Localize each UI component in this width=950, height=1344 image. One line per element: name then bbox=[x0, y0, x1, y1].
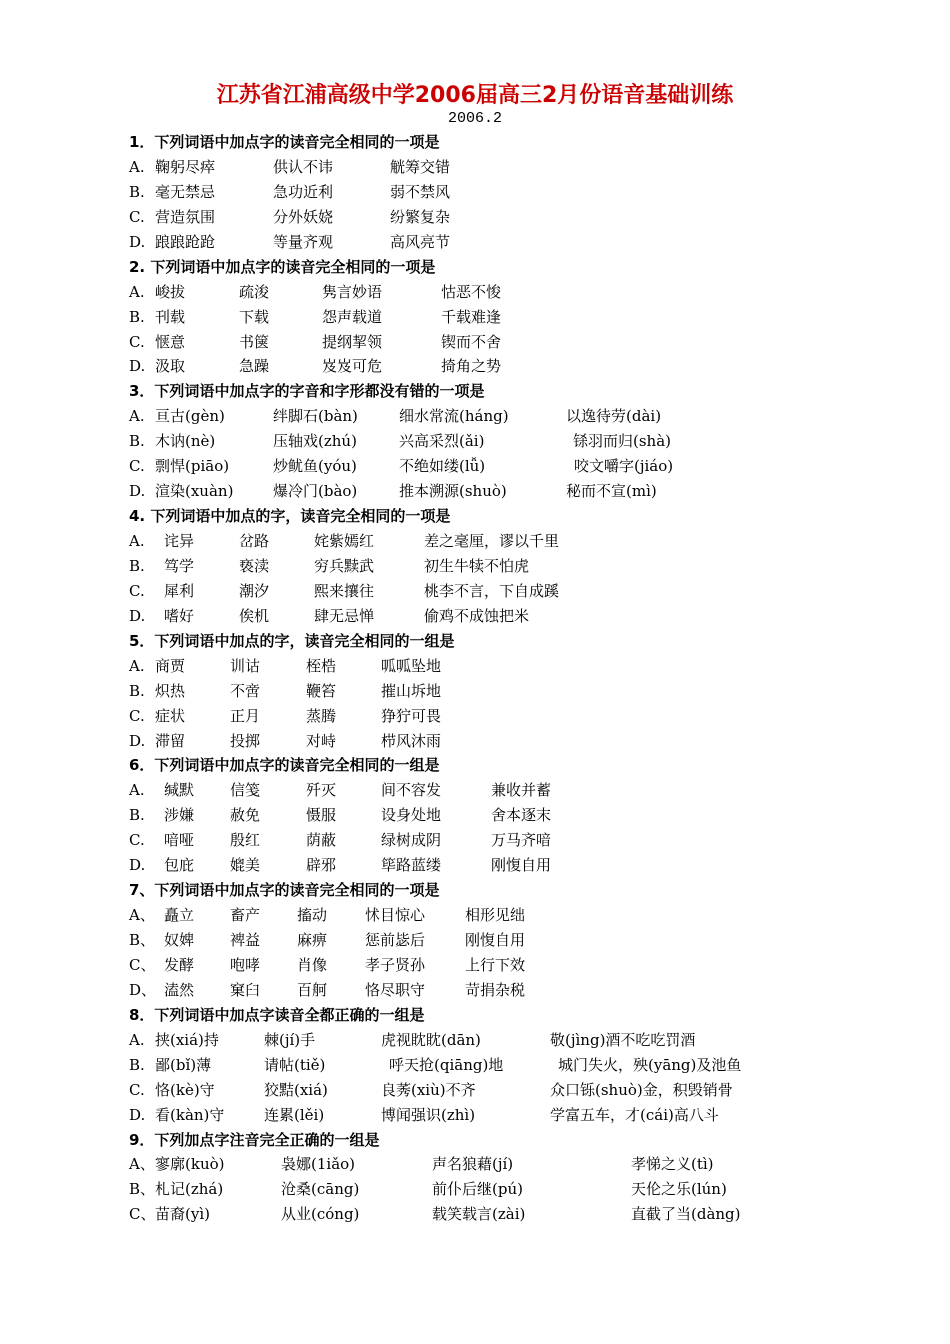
option-item: 从业(cóng) bbox=[281, 1205, 360, 1224]
option-item: 麻痹 bbox=[297, 931, 328, 949]
option-label: B. bbox=[129, 307, 145, 326]
option-item: 汲取 bbox=[155, 357, 186, 376]
option-row bbox=[129, 729, 919, 754]
option-item: 前仆后继(pú) bbox=[432, 1180, 523, 1199]
option-item: 寥廓(kuò) bbox=[155, 1155, 225, 1174]
option-item: 连累(lěi) bbox=[264, 1105, 325, 1124]
option-item: 孝子贤孙 bbox=[365, 955, 426, 974]
option-row bbox=[129, 230, 919, 255]
option-item: 上行下效 bbox=[465, 955, 526, 974]
option-item: 间不容发 bbox=[381, 781, 442, 800]
option-row bbox=[129, 305, 919, 330]
question-stem: 2. 下列词语中加点字的读音完全相同的一项是 bbox=[129, 257, 436, 276]
option-item: 袅娜(1iǎo) bbox=[281, 1155, 356, 1174]
option-label: B、 bbox=[129, 1180, 156, 1199]
option-label: D. bbox=[129, 731, 146, 750]
option-item: 蒸腾 bbox=[306, 706, 337, 725]
option-item: 栉风沐雨 bbox=[381, 731, 442, 750]
option-item: 亘古(gèn) bbox=[155, 407, 225, 426]
option-item: 细水常流(háng) bbox=[399, 407, 509, 426]
option-label: A. bbox=[129, 157, 145, 176]
option-item: 等量齐观 bbox=[273, 232, 334, 251]
option-item: 筚路蓝缕 bbox=[381, 856, 442, 875]
option-item: 百舸 bbox=[297, 980, 328, 999]
option-item: 惩前毖后 bbox=[365, 931, 426, 949]
option-item: 辟邪 bbox=[306, 856, 337, 875]
option-item: 穷兵黩武 bbox=[314, 556, 375, 575]
option-row bbox=[129, 155, 919, 180]
date: 2006.2 bbox=[447, 110, 502, 127]
option-item: 分外妖娆 bbox=[273, 207, 334, 226]
option-item: 书箧 bbox=[239, 332, 270, 351]
option-item: 赦免 bbox=[230, 806, 261, 825]
option-label: C. bbox=[129, 581, 145, 600]
option-row bbox=[129, 479, 919, 504]
option-label: A. bbox=[129, 532, 145, 550]
option-item: 缄默 bbox=[164, 781, 195, 800]
option-item: 博闻强识(zhì) bbox=[381, 1105, 476, 1124]
option-item: 桃李不言，下自成蹊 bbox=[424, 581, 560, 600]
option-item: 涉嫌 bbox=[164, 806, 195, 825]
option-label: C. bbox=[129, 706, 145, 725]
option-row bbox=[129, 1078, 919, 1103]
option-row bbox=[129, 654, 919, 679]
option-label: A. bbox=[129, 656, 145, 675]
option-label: B. bbox=[129, 1055, 145, 1074]
option-item: 投掷 bbox=[230, 731, 261, 750]
option-row bbox=[129, 1177, 919, 1202]
option-row bbox=[129, 180, 919, 205]
option-item: 不啻 bbox=[230, 681, 261, 700]
option-label: D. bbox=[129, 606, 146, 625]
question-stem: 9．下列加点字注音完全正确的一组是 bbox=[129, 1130, 380, 1149]
option-label: B、 bbox=[129, 931, 156, 949]
option-item: 偷鸡不成蚀把米 bbox=[424, 606, 530, 625]
option-item: 正月 bbox=[230, 706, 261, 725]
option-item: 虎视眈眈(dān) bbox=[381, 1030, 481, 1049]
option-row bbox=[129, 953, 919, 978]
option-item: 营造氛围 bbox=[155, 207, 216, 226]
option-item: 殷红 bbox=[230, 831, 261, 850]
option-item: 咬文嚼字(jiáo) bbox=[574, 457, 674, 476]
option-row bbox=[129, 429, 919, 454]
option-item: 荫蔽 bbox=[306, 831, 337, 850]
option-item: 急躁 bbox=[239, 357, 270, 376]
option-label: B. bbox=[129, 182, 145, 201]
option-item: 滞留 bbox=[155, 731, 186, 750]
option-row bbox=[129, 903, 919, 928]
option-item: 岌岌可危 bbox=[322, 357, 383, 376]
option-item: 声名狼藉(jí) bbox=[432, 1155, 514, 1174]
option-item: 札记(zhá) bbox=[155, 1180, 224, 1199]
option-item: 桎梏 bbox=[306, 656, 337, 675]
option-item: 训诂 bbox=[230, 656, 261, 675]
question-stem: 8．下列词语中加点字读音全都正确的一组是 bbox=[129, 1005, 425, 1024]
option-label: D. bbox=[129, 856, 146, 875]
question-stem: 7、下列词语中加点字的读音完全相同的一项是 bbox=[129, 881, 440, 900]
option-item: 呼天抢(qiāng)地 bbox=[389, 1055, 504, 1074]
option-item: 初生牛犊不怕虎 bbox=[424, 556, 530, 575]
option-item: 木讷(nè) bbox=[155, 432, 216, 451]
option-item: 铩羽而归(shà) bbox=[573, 432, 672, 451]
option-item: 舍本逐末 bbox=[491, 806, 552, 825]
option-item: 弱不禁风 bbox=[390, 182, 451, 201]
option-item: 载笑载言(zài) bbox=[432, 1205, 526, 1224]
option-item: 刚愎自用 bbox=[491, 856, 552, 875]
option-label: C、 bbox=[129, 955, 156, 974]
option-item: 孝悌之义(tì) bbox=[631, 1155, 714, 1174]
option-label: A、 bbox=[129, 1155, 155, 1174]
option-label: A、 bbox=[129, 906, 155, 925]
option-item: 肆无忌惮 bbox=[314, 606, 375, 625]
option-item: 炽热 bbox=[155, 681, 186, 700]
option-item: 相形见绌 bbox=[465, 906, 526, 925]
option-item: 岔路 bbox=[239, 532, 270, 550]
option-label: B. bbox=[129, 432, 145, 451]
option-row bbox=[129, 1103, 919, 1128]
option-row bbox=[129, 778, 919, 803]
option-item: 不绝如缕(lǚ) bbox=[399, 457, 486, 476]
option-label: B. bbox=[129, 806, 145, 825]
option-item: 犀利 bbox=[164, 581, 195, 600]
option-label: B. bbox=[129, 681, 145, 700]
option-label: C. bbox=[129, 831, 145, 850]
option-row bbox=[129, 280, 919, 305]
option-row bbox=[129, 1202, 919, 1227]
question-stem: 4. 下列词语中加点的字，读音完全相同的一项是 bbox=[129, 507, 451, 526]
option-label: A. bbox=[129, 407, 145, 426]
option-item: 包庇 bbox=[164, 856, 195, 875]
option-item: 奴婢 bbox=[164, 931, 195, 949]
option-item: 敬(jìng)酒不吃吃罚酒 bbox=[550, 1030, 696, 1049]
option-item: 搐动 bbox=[297, 906, 328, 925]
option-label: A. bbox=[129, 282, 145, 301]
option-item: 千载难逢 bbox=[441, 307, 502, 326]
page-title: 江苏省江浦高级中学2006届高三2月份语音基础训练 bbox=[216, 83, 734, 108]
option-item: 天伦之乐(lún) bbox=[631, 1180, 727, 1199]
option-label: C、 bbox=[129, 1205, 156, 1224]
option-item: 裨益 bbox=[230, 931, 261, 949]
option-item: 慑服 bbox=[306, 806, 337, 825]
option-label: C. bbox=[129, 457, 145, 476]
option-item: 爆冷门(bào) bbox=[273, 482, 358, 501]
option-item: 刚愎自用 bbox=[465, 931, 526, 949]
option-row bbox=[129, 404, 919, 429]
option-item: 毫无禁忌 bbox=[155, 182, 216, 201]
question-list bbox=[129, 130, 919, 1227]
option-row bbox=[129, 704, 919, 729]
option-item: 恪(kè)守 bbox=[155, 1080, 215, 1099]
option-item: 对峙 bbox=[306, 731, 337, 750]
option-item: 棘(jí)手 bbox=[264, 1030, 316, 1049]
option-item: 咆哮 bbox=[230, 955, 261, 974]
option-item: 刊载 bbox=[155, 307, 186, 326]
option-item: 歼灭 bbox=[306, 781, 337, 800]
option-item: 兴高采烈(ǎi) bbox=[399, 432, 485, 451]
option-item: 众口铄(shuò)金，积毁销骨 bbox=[550, 1080, 733, 1099]
option-item: 惬意 bbox=[155, 332, 186, 351]
option-item: 姹紫嫣红 bbox=[314, 532, 375, 550]
option-item: 踉踉跄跄 bbox=[155, 232, 216, 251]
option-item: 秘而不宣(mì) bbox=[566, 482, 657, 501]
option-item: 肖像 bbox=[297, 955, 328, 974]
option-item: 呱呱坠地 bbox=[381, 656, 442, 675]
option-row bbox=[129, 354, 919, 379]
option-item: 掎角之势 bbox=[441, 357, 502, 376]
option-label: B. bbox=[129, 556, 145, 575]
option-item: 纷繁复杂 bbox=[390, 207, 451, 226]
option-item: 俟机 bbox=[239, 606, 270, 625]
option-item: 喑哑 bbox=[164, 831, 195, 850]
option-row bbox=[129, 529, 919, 554]
question-stem: 3．下列词语中加点字的字音和字形都没有错的一项是 bbox=[129, 382, 485, 401]
option-row bbox=[129, 579, 919, 604]
option-item: 媲美 bbox=[230, 856, 261, 875]
question-stem: 1．下列词语中加点字的读音完全相同的一项是 bbox=[129, 133, 440, 151]
option-item: 怵目惊心 bbox=[365, 906, 426, 925]
option-item: 狡黠(xiá) bbox=[264, 1080, 328, 1099]
option-item: 挟(xiá)持 bbox=[155, 1030, 219, 1049]
option-row bbox=[129, 330, 919, 355]
option-item: 恪尽职守 bbox=[365, 980, 426, 999]
option-item: 渲染(xuàn) bbox=[155, 482, 234, 501]
option-item: 发酵 bbox=[164, 955, 195, 974]
option-item: 以逸待劳(dài) bbox=[566, 407, 662, 426]
option-item: 狰狞可畏 bbox=[381, 706, 442, 725]
option-label: C. bbox=[129, 1080, 145, 1099]
option-item: 炒鱿鱼(yóu) bbox=[273, 457, 357, 476]
option-item: 摧山坼地 bbox=[381, 681, 442, 700]
option-item: 兼收并蓄 bbox=[491, 781, 552, 800]
option-item: 推本溯源(shuò) bbox=[399, 482, 507, 501]
option-item: 嗜好 bbox=[164, 606, 195, 625]
option-item: 学富五车，才(cái)高八斗 bbox=[550, 1105, 719, 1124]
option-row bbox=[129, 1028, 919, 1053]
option-label: A. bbox=[129, 1030, 145, 1049]
option-item: 信笺 bbox=[230, 781, 261, 800]
option-item: 提纲挈领 bbox=[322, 332, 383, 351]
option-label: D. bbox=[129, 357, 146, 376]
option-item: 鞠躬尽瘁 bbox=[155, 157, 216, 176]
option-row bbox=[129, 1152, 919, 1177]
option-item: 鄙(bǐ)薄 bbox=[155, 1055, 212, 1074]
option-item: 万马齐喑 bbox=[491, 831, 552, 850]
option-item: 怨声载道 bbox=[322, 307, 383, 326]
option-item: 绊脚石(bàn) bbox=[273, 407, 358, 426]
option-item: 高风亮节 bbox=[390, 232, 451, 251]
option-item: 请帖(tiě) bbox=[264, 1055, 326, 1074]
option-row bbox=[129, 1053, 919, 1078]
option-row bbox=[129, 679, 919, 704]
option-item: 差之毫厘，谬以千里 bbox=[424, 532, 560, 550]
option-item: 苛捐杂税 bbox=[465, 980, 526, 999]
option-item: 锲而不舍 bbox=[441, 332, 502, 351]
option-item: 鞭笞 bbox=[306, 681, 337, 700]
option-item: 峻拔 bbox=[155, 282, 186, 301]
option-item: 压轴戏(zhú) bbox=[273, 432, 357, 451]
option-row bbox=[129, 454, 919, 479]
option-item: 怙恶不悛 bbox=[441, 282, 502, 301]
option-row bbox=[129, 554, 919, 579]
option-row bbox=[129, 978, 919, 1003]
option-item: 直截了当(dàng) bbox=[631, 1205, 741, 1224]
option-row bbox=[129, 853, 919, 878]
option-item: 急功近利 bbox=[273, 182, 334, 201]
option-item: 畜产 bbox=[230, 906, 261, 925]
option-item: 良莠(xiù)不齐 bbox=[381, 1080, 476, 1099]
option-item: 苗裔(yì) bbox=[155, 1205, 210, 1224]
option-item: 笃学 bbox=[164, 556, 195, 575]
option-item: 隽言妙语 bbox=[322, 282, 383, 301]
option-item: 供认不讳 bbox=[273, 157, 334, 176]
option-label: A. bbox=[129, 781, 145, 800]
option-item: 亵渎 bbox=[239, 556, 270, 575]
option-item: 溘然 bbox=[164, 980, 195, 999]
option-row bbox=[129, 828, 919, 853]
option-item: 看(kàn)守 bbox=[155, 1105, 225, 1124]
option-item: 下载 bbox=[239, 307, 270, 326]
option-item: 窠臼 bbox=[230, 980, 261, 999]
option-label: D. bbox=[129, 482, 146, 501]
option-item: 疏浚 bbox=[239, 282, 270, 301]
option-label: C. bbox=[129, 207, 145, 226]
option-item: 潮汐 bbox=[239, 581, 270, 600]
option-label: D. bbox=[129, 1105, 146, 1124]
option-item: 觥筹交错 bbox=[390, 157, 451, 176]
option-item: 城门失火，殃(yāng)及池鱼 bbox=[558, 1055, 742, 1074]
option-item: 设身处地 bbox=[381, 806, 442, 825]
option-item: 诧异 bbox=[164, 532, 195, 550]
option-row bbox=[129, 803, 919, 828]
option-row bbox=[129, 205, 919, 230]
option-item: 绿树成阴 bbox=[381, 831, 442, 850]
option-row bbox=[129, 928, 919, 953]
option-label: D、 bbox=[129, 980, 157, 999]
option-item: 商贾 bbox=[155, 656, 186, 675]
option-item: 沧桑(cāng) bbox=[281, 1180, 360, 1199]
option-row bbox=[129, 604, 919, 629]
question-stem: 5．下列词语中加点的字，读音完全相同的一组是 bbox=[129, 631, 455, 650]
option-item: 剽悍(piāo) bbox=[155, 457, 230, 476]
question-stem: 6．下列词语中加点字的读音完全相同的一组是 bbox=[129, 756, 440, 775]
option-label: C. bbox=[129, 332, 145, 351]
option-item: 熙来攘往 bbox=[314, 581, 375, 600]
option-item: 矗立 bbox=[164, 906, 195, 925]
option-item: 症状 bbox=[155, 706, 186, 725]
option-label: D. bbox=[129, 232, 146, 251]
